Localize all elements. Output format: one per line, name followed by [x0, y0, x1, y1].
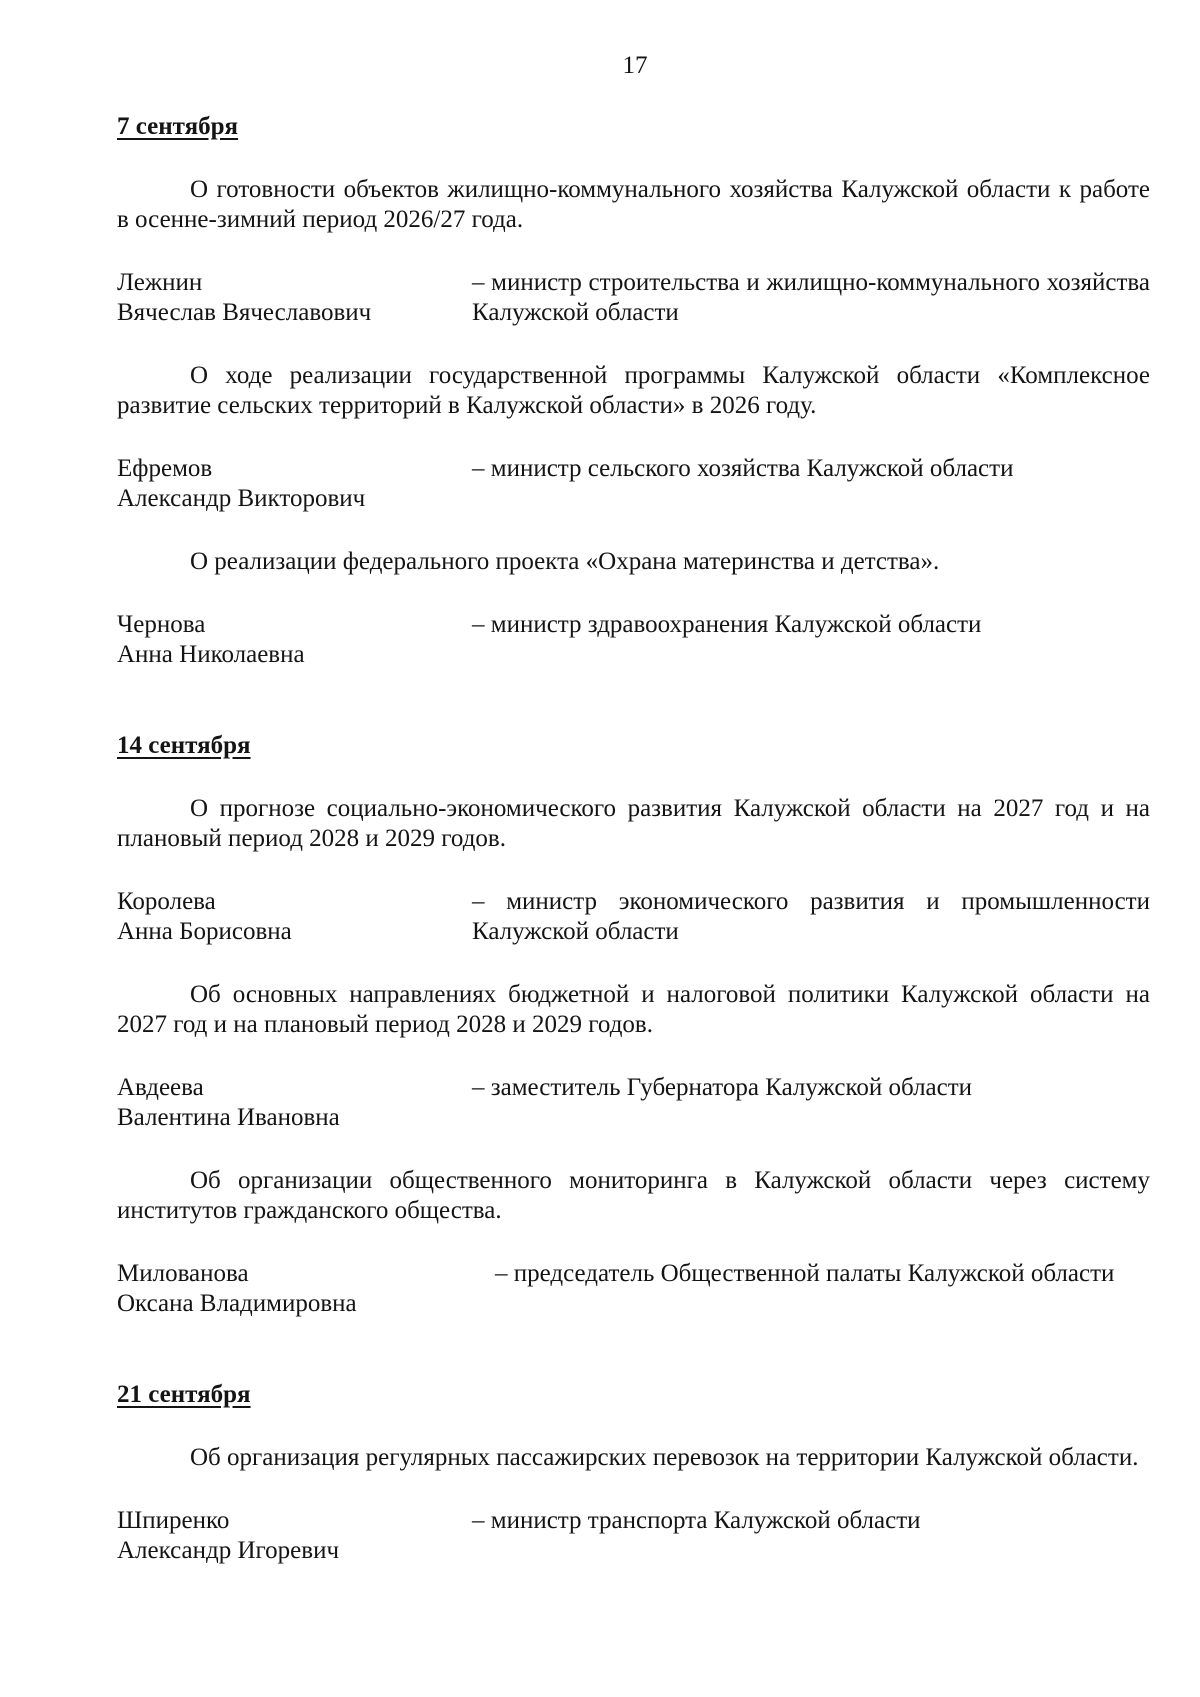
speaker-given-names: Александр Игоревич	[117, 1537, 340, 1564]
speaker-role: – министр сельского хозяйства Калужской области	[472, 455, 1014, 482]
speaker-name	[117, 610, 472, 670]
speaker-name	[117, 268, 472, 328]
section-date: 14 сентября	[117, 732, 251, 759]
speaker-entry	[117, 454, 1150, 514]
agenda-topic: О готовности объектов жилищно-коммунального хозяйства Калужской области к работе в осенне-зимний период 2026/27 года.	[117, 176, 1150, 233]
document-body	[117, 112, 1150, 1566]
agenda-topic: Об основных направлениях бюджетной и налоговой политики Калужской области на 2027 год и на плановый период 2028 и 2029 годов.	[117, 981, 1150, 1038]
agenda-topic: О прогнозе социально-экономического развития Калужской области на 2027 год и на плановый период 2028 и 2029 годов.	[117, 795, 1150, 852]
speaker-name	[117, 887, 472, 947]
speaker-given-names: Анна Николаевна	[117, 641, 305, 668]
speaker-given-names: Анна Борисовна	[117, 918, 292, 945]
page-number: 17	[622, 52, 648, 79]
speaker-surname: Чернова	[117, 611, 206, 638]
speaker-role: – председатель Общественной палаты Калужской области	[495, 1260, 1115, 1287]
speaker-surname: Милованова	[117, 1260, 249, 1287]
speaker-name	[117, 1506, 472, 1566]
speaker-entry	[117, 887, 1150, 947]
speaker-role: – министр экономического развития и промышленности Калужской области	[472, 888, 1150, 945]
speaker-surname: Королева	[117, 888, 216, 915]
speaker-role: – министр строительства и жилищно-коммунального хозяйства Калужской области	[472, 269, 1150, 326]
section-sep-21	[117, 1380, 1150, 1566]
speaker-entry	[117, 610, 1150, 670]
speaker-given-names: Оксана Владимировна	[117, 1290, 357, 1317]
speaker-role: – министр здравоохранения Калужской области	[472, 611, 982, 638]
speaker-entry	[117, 1073, 1150, 1133]
speaker-given-names: Валентина Ивановна	[117, 1104, 340, 1131]
agenda-topic: Об организации общественного мониторинга в Калужской области через систему институтов гражданского общества.	[117, 1167, 1150, 1224]
agenda-topic: Об организация регулярных пассажирских перевозок на территории Калужской области.	[190, 1444, 1139, 1471]
speaker-surname: Авдеева	[117, 1074, 204, 1101]
section-sep-14	[117, 731, 1150, 1319]
speaker-entry	[117, 1506, 1150, 1566]
speaker-role: – министр транспорта Калужской области	[472, 1507, 921, 1534]
speaker-name	[117, 454, 472, 514]
section-sep-7	[117, 112, 1150, 670]
speaker-given-names: Вячеслав Вячеславович	[117, 299, 372, 326]
speaker-entry	[117, 268, 1150, 328]
section-date: 21 сентября	[117, 1381, 251, 1408]
speaker-surname: Шпиренко	[117, 1507, 230, 1534]
speaker-name	[117, 1073, 472, 1133]
agenda-topic: О ходе реализации государственной программы Калужской области «Комплексное развитие сельских территорий в Калужской области» в 2026 году.	[117, 362, 1150, 419]
section-date: 7 сентября	[117, 113, 239, 140]
speaker-entry	[117, 1259, 1150, 1319]
speaker-surname: Лежнин	[117, 269, 203, 296]
speaker-name	[117, 1259, 495, 1319]
speaker-role: – заместитель Губернатора Калужской области	[472, 1074, 973, 1101]
speaker-surname: Ефремов	[117, 455, 213, 482]
agenda-topic: О реализации федерального проекта «Охрана материнства и детства».	[190, 548, 940, 575]
speaker-given-names: Александр Викторович	[117, 485, 366, 512]
